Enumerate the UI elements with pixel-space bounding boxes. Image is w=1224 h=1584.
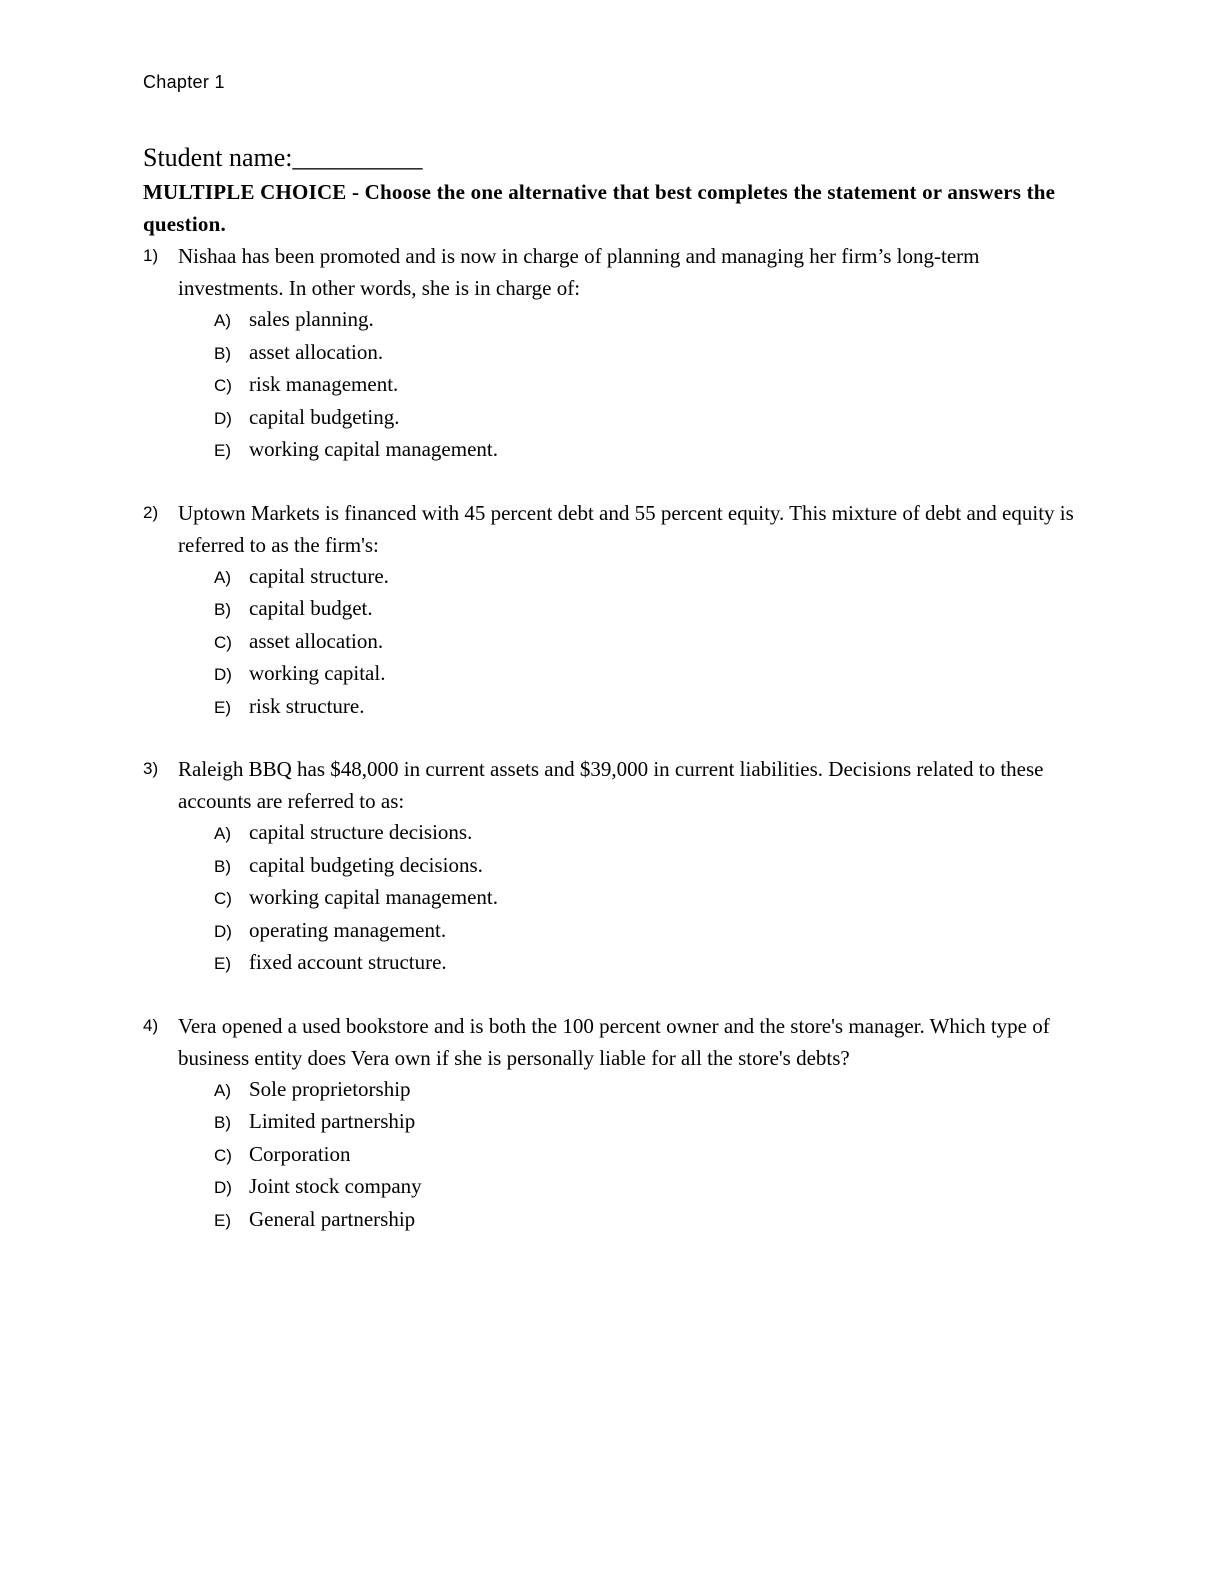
question-spacer xyxy=(143,467,1083,497)
choice-text: Limited partnership xyxy=(249,1109,416,1133)
question-number: 2) xyxy=(143,502,159,522)
choice-text: operating management. xyxy=(249,917,447,942)
choice-a xyxy=(214,304,1083,337)
choice-c xyxy=(214,626,1083,659)
question-number: 4) xyxy=(143,1015,159,1035)
choice-c xyxy=(214,369,1083,402)
choice-text: capital budgeting. xyxy=(249,404,400,429)
choice-e xyxy=(214,947,1083,980)
choice-b xyxy=(214,850,1083,883)
exam-content xyxy=(143,140,1083,1236)
choice-e xyxy=(214,691,1083,724)
choice-letter: B) xyxy=(214,1113,231,1132)
choice-letter: A) xyxy=(214,311,231,330)
choice-b xyxy=(214,1106,1083,1139)
choice-d xyxy=(214,1171,1083,1204)
question-2 xyxy=(143,497,1083,724)
choice-letter: A) xyxy=(214,567,231,587)
question-text: Vera opened a used bookstore and is both the 100 percent owner and the store's manager. Which type of business entity does Vera own if she is personally liable for all the store's debts? xyxy=(178,1013,1050,1070)
choice-list xyxy=(143,1074,1083,1237)
student-name-line: Student name:__________ xyxy=(143,143,423,172)
choice-text: General partnership xyxy=(249,1206,416,1231)
choice-a xyxy=(214,817,1083,850)
choice-text: asset allocation. xyxy=(249,339,384,364)
choice-b xyxy=(214,337,1083,370)
choice-letter: C) xyxy=(214,1145,232,1165)
question-1 xyxy=(143,240,1083,467)
choice-c xyxy=(214,882,1083,915)
choice-letter: D) xyxy=(214,665,232,684)
choice-d xyxy=(214,402,1083,435)
question-spacer xyxy=(143,723,1083,753)
choice-letter: C) xyxy=(214,889,232,908)
choice-list xyxy=(143,817,1083,980)
choice-letter: C) xyxy=(214,376,232,395)
choice-text: asset allocation. xyxy=(249,628,384,653)
choice-letter: D) xyxy=(214,921,232,941)
choice-letter: D) xyxy=(214,1178,232,1197)
choice-text: working capital. xyxy=(249,661,386,685)
choice-text: working capital management. xyxy=(249,437,498,461)
choice-text: capital structure decisions. xyxy=(249,820,473,844)
choice-b xyxy=(214,593,1083,626)
question-text: Uptown Markets is financed with 45 percent debt and 55 percent equity. This mixture of debt and equity is referred to as the firm's: xyxy=(178,500,1074,557)
question-text: Nishaa has been promoted and is now in charge of planning and managing her firm’s long-term investments. In other words, she is in charge of: xyxy=(178,244,980,300)
choice-letter: E) xyxy=(214,697,231,717)
choice-text: fixed account structure. xyxy=(249,950,447,974)
choice-letter: E) xyxy=(214,954,231,973)
question-number: 1) xyxy=(143,246,159,265)
choice-a xyxy=(214,1074,1083,1107)
choice-text: risk management. xyxy=(249,372,399,396)
choice-text: Corporation xyxy=(249,1141,351,1166)
choice-letter: E) xyxy=(214,441,231,460)
question-text: Raleigh BBQ has $48,000 in current assets and $39,000 in current liabilities. Decisions related to these accounts are referred to as: xyxy=(178,757,1044,813)
chapter-header: Chapter 1 xyxy=(143,72,225,92)
choice-letter: E) xyxy=(214,1210,231,1230)
question-3 xyxy=(143,753,1083,980)
question-number: 3) xyxy=(143,759,159,778)
question-spacer xyxy=(143,980,1083,1010)
choice-letter: B) xyxy=(214,856,231,876)
choice-e xyxy=(214,1204,1083,1237)
choice-text: capital budget. xyxy=(249,596,373,620)
choice-letter: D) xyxy=(214,408,232,428)
instructions: MULTIPLE CHOICE - Choose the one alternative that best completes the statement or answers the question. xyxy=(143,180,1056,236)
choice-a xyxy=(214,561,1083,594)
choice-d xyxy=(214,658,1083,691)
choice-text: risk structure. xyxy=(249,693,365,718)
choice-letter: A) xyxy=(214,824,231,843)
choice-letter: B) xyxy=(214,343,231,363)
choice-letter: C) xyxy=(214,632,232,652)
choice-d xyxy=(214,915,1083,948)
choice-letter: A) xyxy=(214,1080,231,1100)
choice-text: Joint stock company xyxy=(249,1174,422,1198)
choice-text: capital budgeting decisions. xyxy=(249,852,483,877)
choice-list xyxy=(143,561,1083,724)
choice-c xyxy=(214,1139,1083,1172)
choice-text: working capital management. xyxy=(249,885,498,909)
choice-e xyxy=(214,434,1083,467)
question-4 xyxy=(143,1010,1083,1237)
choice-text: Sole proprietorship xyxy=(249,1076,411,1101)
choice-letter: B) xyxy=(214,600,231,619)
choice-list xyxy=(143,304,1083,467)
choice-text: sales planning. xyxy=(249,307,374,331)
choice-text: capital structure. xyxy=(249,563,389,588)
